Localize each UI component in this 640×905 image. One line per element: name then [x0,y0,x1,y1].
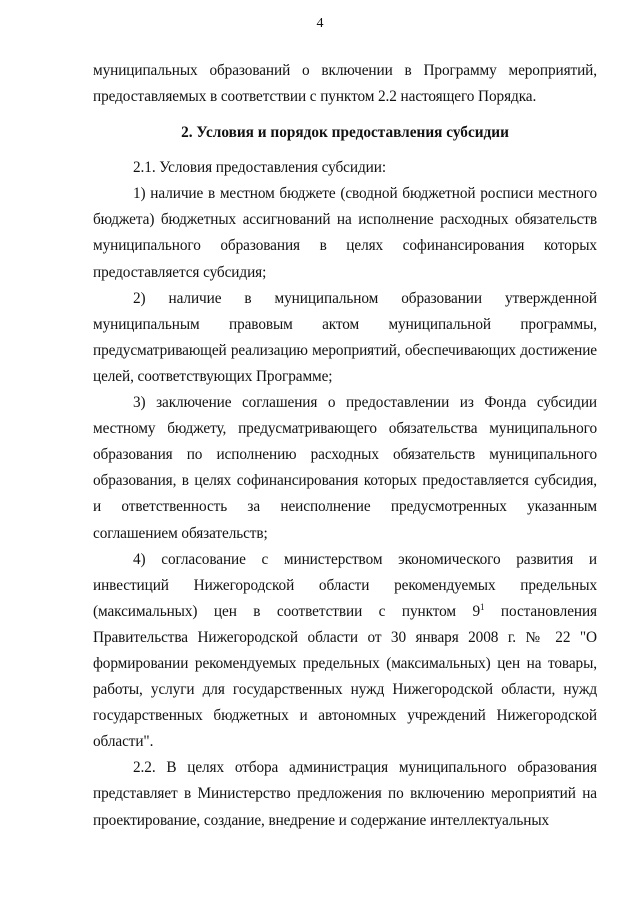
condition-4-text-start: 4) согласование с министерством экономического развития и инвестиций Нижегородской области рекомендуемых предельных (максимальных) цен в соответствии с пунктом 9 [93,550,597,620]
condition-3-paragraph: 3) заключение соглашения о предоставлении из Фонда субсидии местному бюджету, предусматривающего обязательства муниципального образования по исполнению расходных обязательств муниципального образования, в целях софинансирования которых предоставляется субсидия, и ответственность за неисполнение предусмотренных указанным соглашением обязательств; [93,394,597,542]
page-number: 4 [316,16,324,31]
condition-4-paragraph [93,547,597,756]
document-body [93,58,597,834]
condition-4-superscript: 1 [480,601,485,612]
clause-2-2-paragraph: 2.2. В целях отбора администрация муниципального образования представляет в Министерство предложения по включению мероприятий на проектирование, создание, внедрение и содержание интеллектуальных [93,759,597,829]
condition-2-paragraph: 2) наличие в муниципальном образовании утвержденной муниципальным правовым актом муниципальной программы, предусматривающей реализацию мероприятий, обеспечивающих достижение целей, соответствующих Программе; [93,289,597,385]
condition-1-paragraph: 1) наличие в местном бюджете (сводной бюджетной росписи местного бюджета) бюджетных ассигнований на исполнение расходных обязательств муниципального образования в целях софинансирования которых предоставляется субсидия; [93,185,597,281]
intro-paragraph: муниципальных образований о включении в Программу мероприятий, предоставляемых в соответствии с пунктом 2.2 настоящего Порядка. [93,62,597,106]
section-heading: 2. Условия и порядок предоставления субсидии [181,124,509,142]
clause-2-1-title: 2.1. Условия предоставления субсидии: [133,159,386,177]
condition-4-text-end: постановления Правительства Нижегородской области от 30 января 2008 г. № 22 "О формировании рекомендуемых предельных (максимальных) цен на товары, работы, услуги для государственных нужд Нижегородской области, нужд государственных бюджетных и автономных учреждений Нижегородской области". [93,602,597,751]
